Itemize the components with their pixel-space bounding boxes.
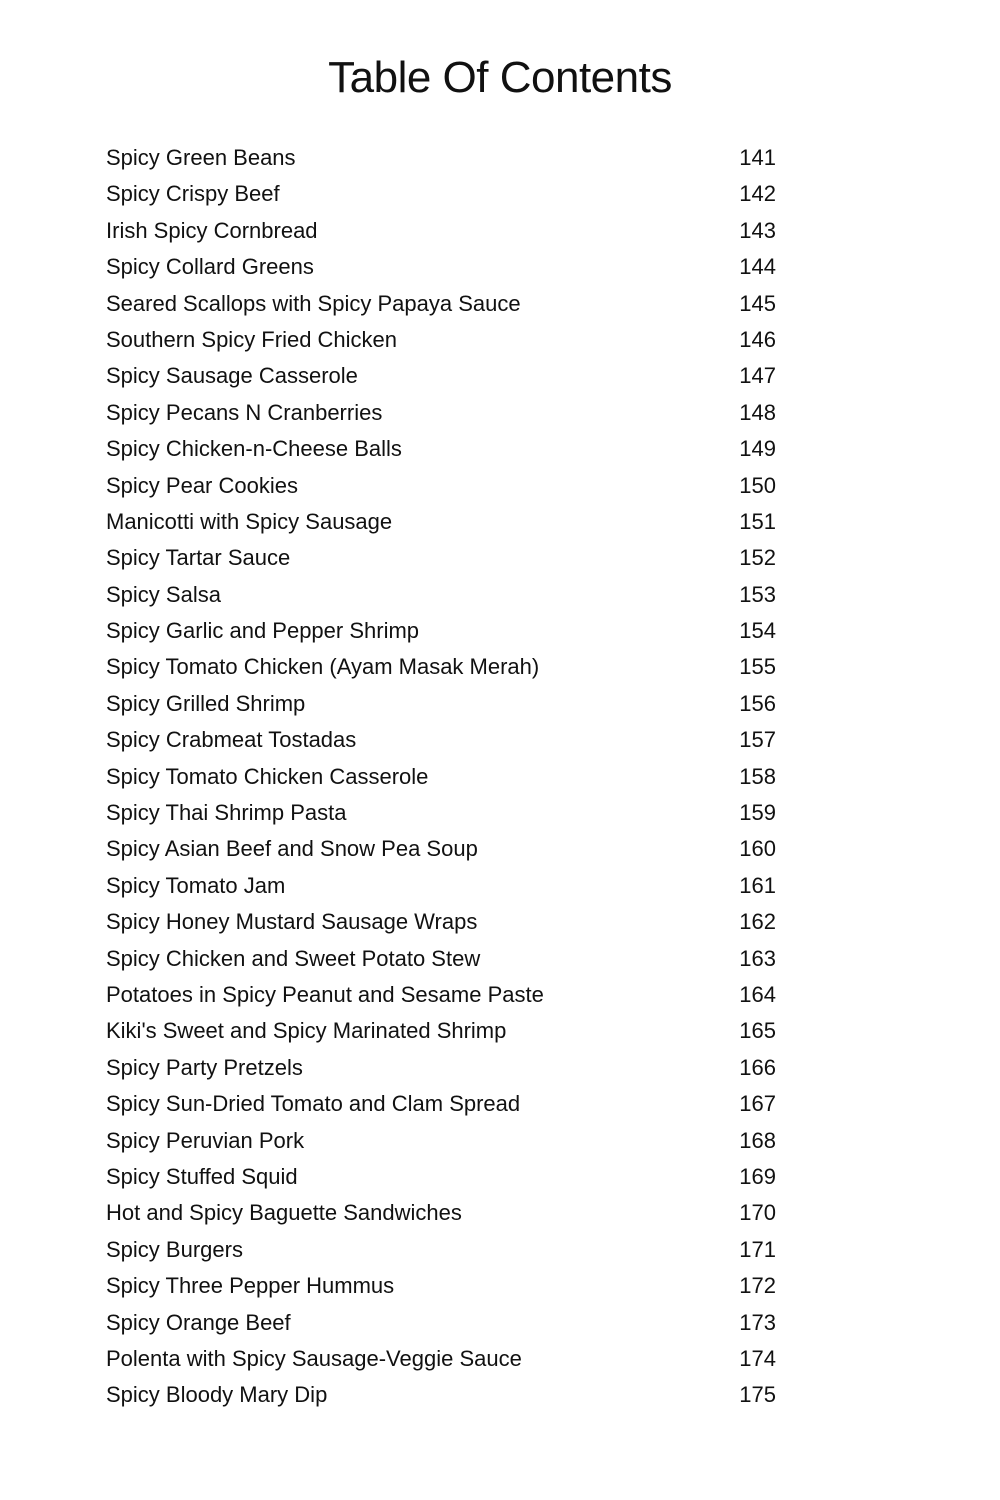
toc-entry [106,722,776,758]
toc-entry-page-number: 155 [739,654,776,680]
toc-entry-page-number: 153 [739,581,776,607]
toc-entry-page-number: 165 [739,1018,776,1044]
toc-entry-title: Spicy Bloody Mary Dip [106,1382,328,1408]
toc-entry-title: Polenta with Spicy Sausage-Veggie Sauce [106,1345,522,1371]
toc-entry [106,868,776,904]
toc-entry-page-number: 169 [739,1163,776,1189]
toc-entry-page-number: 162 [739,909,776,935]
toc-entry-page-number: 168 [739,1127,776,1153]
toc-entry [106,286,776,322]
toc-entry-title: Spicy Peruvian Pork [106,1127,305,1153]
toc-entry-title: Spicy Crabmeat Tostadas [106,727,357,753]
toc-entry [106,795,776,831]
toc-entry-page-number: 144 [739,254,776,280]
toc-entry-title: Spicy Three Pepper Hummus [106,1273,395,1299]
toc-entry-page-number: 145 [739,290,776,316]
toc-entry [106,1159,776,1195]
toc-entry [106,831,776,867]
toc-entry [106,1232,776,1268]
toc-entry-page-number: 158 [739,763,776,789]
toc-entry [106,358,776,394]
toc-entry-title: Seared Scallops with Spicy Papaya Sauce [106,290,521,316]
toc-entry-title: Spicy Garlic and Pepper Shrimp [106,618,420,644]
toc-entry [106,941,776,977]
toc-entry-page-number: 152 [739,545,776,571]
toc-entry-page-number: 142 [739,181,776,207]
toc-entry-title: Spicy Pecans N Cranberries [106,399,383,425]
toc-entry-title: Spicy Thai Shrimp Pasta [106,800,347,826]
toc-entry-page-number: 164 [739,981,776,1007]
toc-entry [106,686,776,722]
toc-entry-page-number: 159 [739,800,776,826]
toc-entry [106,431,776,467]
toc-entry-title: Manicotti with Spicy Sausage [106,508,393,534]
toc-entry-title: Spicy Collard Greens [106,254,314,280]
toc-entry [106,759,776,795]
toc-entry-page-number: 174 [739,1345,776,1371]
toc-entry [106,540,776,576]
toc-entry [106,577,776,613]
toc-entry-title: Spicy Stuffed Squid [106,1163,298,1189]
toc-entry-page-number: 171 [739,1236,776,1262]
toc-entry-page-number: 150 [739,472,776,498]
toc-entry-title: Hot and Spicy Baguette Sandwiches [106,1200,462,1226]
toc-entry-page-number: 151 [739,508,776,534]
toc-entry [106,1305,776,1341]
toc-entry [106,249,776,285]
toc-entry-page-number: 175 [739,1382,776,1408]
toc-entry-page-number: 160 [739,836,776,862]
toc-entry [106,140,776,176]
toc-entry-page-number: 141 [739,145,776,170]
toc-entry-title: Spicy Chicken-n-Cheese Balls [106,436,402,462]
toc-entry-page-number: 170 [739,1200,776,1226]
toc-entry [106,322,776,358]
toc-entry-page-number: 147 [739,363,776,389]
toc-entry-title: Potatoes in Spicy Peanut and Sesame Paste [106,981,544,1007]
toc-entry [106,1268,776,1304]
toc-entry-page-number: 161 [739,872,776,898]
toc-entry-title: Spicy Sausage Casserole [106,363,358,389]
toc-entry-page-number: 148 [739,399,776,425]
toc-entry [106,1195,776,1231]
toc-entry-page-number: 157 [739,727,776,753]
toc-entry-title: Spicy Tartar Sauce [106,545,291,571]
toc-entry [106,1341,776,1377]
toc-entry [106,904,776,940]
toc-entry [106,649,776,685]
toc-entry-page-number: 166 [739,1054,776,1080]
toc-entry-page-number: 143 [739,217,776,243]
page-title: Table Of Contents [328,53,672,102]
toc-entry-page-number: 173 [739,1309,776,1335]
toc-entry-page-number: 172 [739,1273,776,1299]
toc-entry [106,395,776,431]
toc-entry-page-number: 167 [739,1091,776,1117]
toc-entry-page-number: 149 [739,436,776,462]
toc-entry-title: Kiki's Sweet and Spicy Marinated Shrimp [106,1018,507,1044]
toc-entry-title: Spicy Party Pretzels [106,1054,303,1080]
toc-entry-title: Spicy Asian Beef and Snow Pea Soup [106,836,478,862]
toc-entry-title: Spicy Grilled Shrimp [106,690,306,716]
toc-entry-title: Spicy Orange Beef [106,1309,291,1335]
toc-entry [106,1050,776,1086]
toc-entry [106,176,776,212]
toc-entry [106,468,776,504]
toc-entry-title: Spicy Chicken and Sweet Potato Stew [106,945,481,971]
toc-entry [106,1123,776,1159]
toc-entry [106,977,776,1013]
toc-entry-title: Spicy Honey Mustard Sausage Wraps [106,909,478,935]
toc-list [106,140,776,1414]
toc-entry-page-number: 156 [739,690,776,716]
toc-entry-title: Spicy Green Beans [106,145,296,170]
toc-entry-title: Spicy Pear Cookies [106,472,298,498]
toc-entry-page-number: 146 [739,326,776,352]
toc-entry-page-number: 154 [739,618,776,644]
toc-entry-title: Spicy Sun-Dried Tomato and Clam Spread [106,1091,521,1117]
toc-entry-page-number: 163 [739,945,776,971]
toc-entry-title: Spicy Tomato Chicken Casserole [106,763,429,789]
toc-entry-title: Spicy Tomato Jam [106,872,286,898]
toc-entry-title: Irish Spicy Cornbread [106,217,318,243]
toc-entry-title: Spicy Crispy Beef [106,181,280,207]
toc-entry-title: Spicy Burgers [106,1236,243,1262]
toc-entry [106,1377,776,1413]
toc-entry-title: Spicy Tomato Chicken (Ayam Masak Merah) [106,654,540,680]
toc-entry [106,613,776,649]
toc-entry [106,1086,776,1122]
toc-entry-title: Southern Spicy Fried Chicken [106,326,398,352]
toc-entry [106,213,776,249]
toc-entry [106,1013,776,1049]
toc-entry [106,504,776,540]
toc-entry-title: Spicy Salsa [106,581,221,607]
